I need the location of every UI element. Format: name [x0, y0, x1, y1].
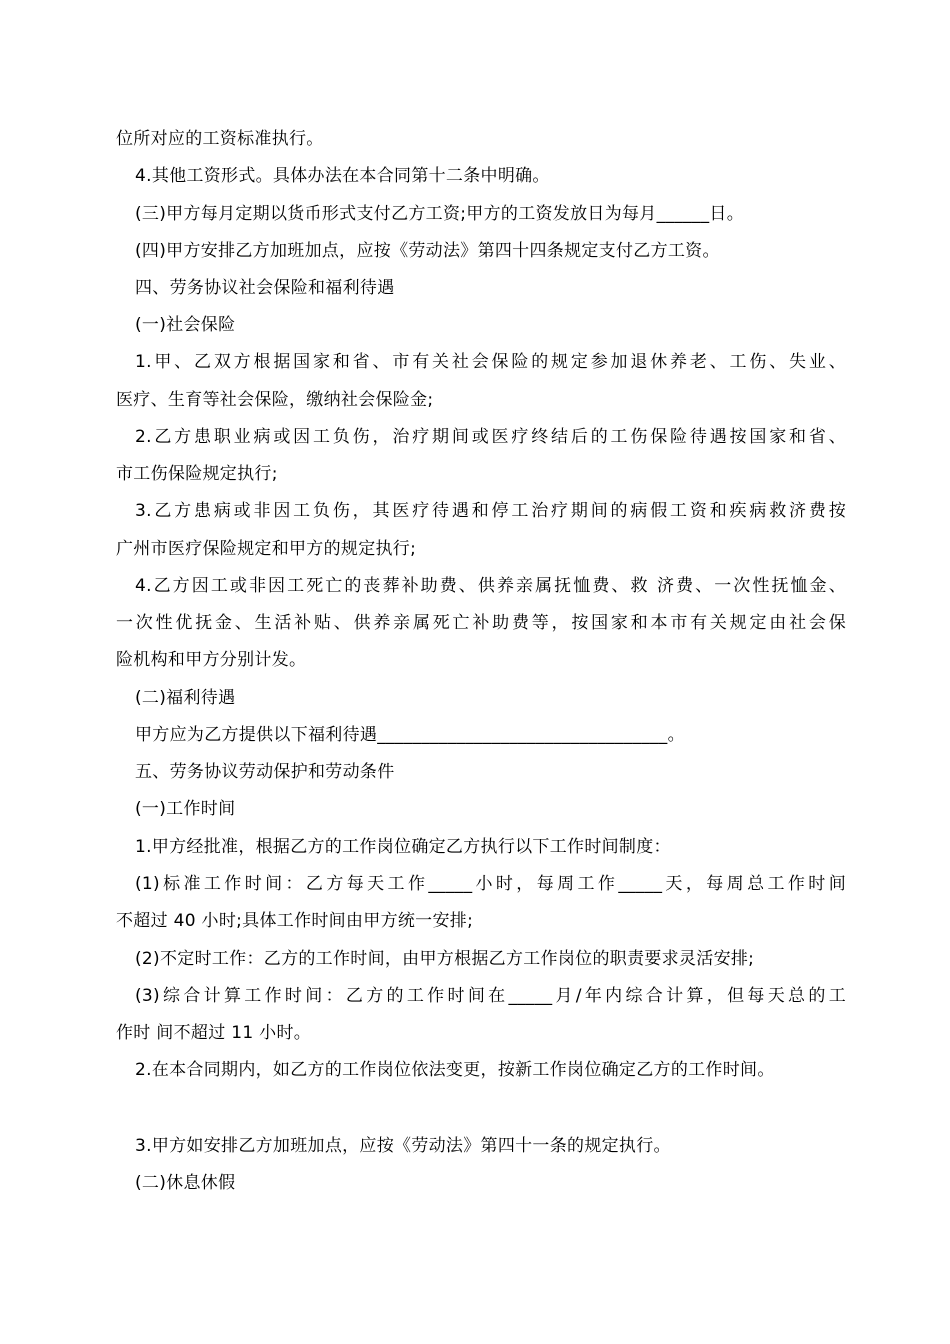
paragraph-line: (四)甲方安排乙方加班加点，应按《劳动法》第四十四条规定支付乙方工资。 — [135, 241, 720, 261]
paragraph-line: 医疗、生育等社会保险，缴纳社会保险金; — [116, 390, 434, 410]
paragraph-line: 不超过 40 小时;具体工作时间由甲方统一安排; — [116, 911, 474, 931]
section-heading: 四、劳务协议社会保险和福利待遇 — [135, 278, 395, 298]
paragraph-line: 位所对应的工资标准执行。 — [116, 129, 324, 149]
paragraph-line: 甲方应为乙方提供以下福利待遇_________________________________。 — [135, 725, 685, 745]
paragraph-line: 广州市医疗保险规定和甲方的规定执行; — [116, 539, 417, 559]
paragraph-line: (三)甲方每月定期以货币形式支付乙方工资;甲方的工资发放日为每月______日。 — [135, 204, 744, 224]
paragraph-line: (2)不定时工作：乙方的工作时间，由甲方根据乙方工作岗位的职责要求灵活安排; — [135, 949, 755, 969]
paragraph-line: 2.乙方患职业病或因工负伤，治疗期间或医疗终结后的工伤保险待遇按国家和省、 — [135, 427, 846, 447]
paragraph-line: 1.甲、乙双方根据国家和省、市有关社会保险的规定参加退休养老、工伤、失业、 — [135, 352, 846, 372]
paragraph-line: 一次性优抚金、生活补贴、供养亲属死亡补助费等，按国家和本市有关规定由社会保 — [116, 613, 846, 633]
paragraph-line: 3.甲方如安排乙方加班加点，应按《劳动法》第四十一条的规定执行。 — [135, 1136, 671, 1156]
subsection-heading: (一)社会保险 — [135, 315, 236, 335]
subsection-heading: (一)工作时间 — [135, 799, 236, 819]
section-heading: 五、劳务协议劳动保护和劳动条件 — [135, 762, 395, 782]
paragraph-line: 险机构和甲方分别计发。 — [116, 650, 307, 670]
paragraph-line: 4.其他工资形式。具体办法在本合同第十二条中明确。 — [135, 166, 550, 186]
paragraph-line: 1.甲方经批准，根据乙方的工作岗位确定乙方执行以下工作时间制度： — [135, 837, 671, 857]
subsection-heading: (二)福利待遇 — [135, 688, 236, 708]
paragraph-line: 2.在本合同期内，如乙方的工作岗位依法变更，按新工作岗位确定乙方的工作时间。 — [135, 1060, 775, 1080]
paragraph-line: (1)标准工作时间：乙方每天工作_____小时，每周工作_____天，每周总工作时间 — [135, 874, 846, 894]
paragraph-line: 4.乙方因工或非因工死亡的丧葬补助费、供养亲属抚恤费、救 济费、一次性抚恤金、 — [135, 576, 846, 596]
paragraph-line: (3)综合计算工作时间：乙方的工作时间在_____月/年内综合计算，但每天总的工 — [135, 986, 846, 1006]
paragraph-line: 市工伤保险规定执行; — [116, 464, 278, 484]
paragraph-line: 作时 间不超过 11 小时。 — [116, 1023, 312, 1043]
subsection-heading: (二)休息休假 — [135, 1173, 236, 1193]
paragraph-line: 3.乙方患病或非因工负伤，其医疗待遇和停工治疗期间的病假工资和疾病救济费按 — [135, 501, 846, 521]
